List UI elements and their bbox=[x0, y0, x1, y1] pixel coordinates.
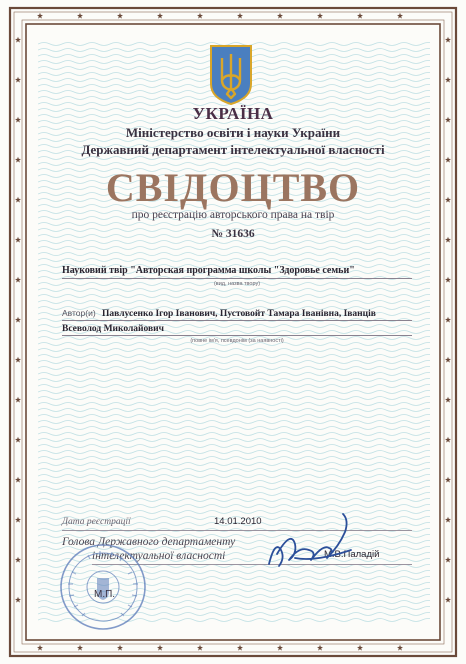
authors-names: Павлусенко Ігор Іванович, Пустовойт Тамара Іванівна, Іванців Всеволод Миколайович bbox=[62, 309, 376, 334]
border-star bbox=[445, 557, 451, 563]
border-star bbox=[15, 77, 21, 83]
official-stamp-icon bbox=[58, 542, 148, 632]
border-star bbox=[357, 13, 363, 19]
country-name: УКРАЇНА bbox=[192, 104, 274, 123]
border-star bbox=[445, 477, 451, 483]
border-star bbox=[277, 13, 283, 19]
border-star bbox=[445, 437, 451, 443]
border-star bbox=[445, 357, 451, 363]
border-star bbox=[445, 77, 451, 83]
border-star bbox=[117, 13, 123, 19]
border-star bbox=[357, 645, 363, 651]
work-title: Науковий твір "Авторская программа школы "Здоровье семьи" bbox=[62, 265, 355, 276]
border-star bbox=[397, 13, 403, 19]
border-star bbox=[445, 397, 451, 403]
signatory-title-line1: Голова Державного департаменту bbox=[62, 536, 236, 548]
department-name: Державний департамент інтелектуальної власності bbox=[81, 142, 385, 157]
border-star bbox=[15, 557, 21, 563]
border-star bbox=[445, 317, 451, 323]
border-star bbox=[15, 277, 21, 283]
border-star bbox=[15, 437, 21, 443]
border-star bbox=[15, 397, 21, 403]
border-star bbox=[197, 13, 203, 19]
border-star bbox=[317, 13, 323, 19]
border-star bbox=[15, 317, 21, 323]
signatory-name: М.В.Паладій bbox=[324, 549, 380, 560]
border-star bbox=[397, 645, 403, 651]
handwritten-signature bbox=[265, 510, 355, 575]
signatory-title-line2: інтелектуальної власності bbox=[92, 550, 226, 562]
document-title: СВІДОЦТВО bbox=[105, 165, 361, 210]
border-star bbox=[15, 477, 21, 483]
border-star bbox=[15, 37, 21, 43]
border-star bbox=[445, 277, 451, 283]
border-star bbox=[445, 517, 451, 523]
date-underline bbox=[62, 530, 412, 531]
authors-label: Автор(и) bbox=[62, 308, 96, 318]
border-star bbox=[77, 13, 83, 19]
work-caption: (вид, назва твору) bbox=[213, 281, 261, 287]
border-star bbox=[157, 645, 163, 651]
border-star bbox=[277, 645, 283, 651]
authors-caption: (повне ім'я, псевдонім (за наявності) bbox=[190, 338, 284, 344]
border-star bbox=[197, 645, 203, 651]
authors-underline bbox=[62, 320, 412, 321]
ministry-name: Міністерство освіти і науки України bbox=[125, 125, 341, 140]
border-star bbox=[237, 645, 243, 651]
ukraine-emblem-icon bbox=[208, 44, 254, 106]
border-star bbox=[15, 597, 21, 603]
border-star bbox=[15, 517, 21, 523]
registration-date-value: 14.01.2010 bbox=[214, 516, 262, 527]
border-star bbox=[77, 645, 83, 651]
registration-date-label: Дата реєстрації bbox=[62, 517, 131, 527]
work-underline bbox=[62, 278, 412, 279]
border-star bbox=[317, 645, 323, 651]
border-star bbox=[237, 13, 243, 19]
document-subtitle: про реєстрацію авторського права на твір bbox=[131, 209, 335, 221]
border-star bbox=[37, 645, 43, 651]
seal-mark: М.П. bbox=[94, 589, 116, 600]
border-star bbox=[445, 37, 451, 43]
authors-underline bbox=[62, 335, 412, 336]
border-star bbox=[37, 13, 43, 19]
certificate-number: № 31636 bbox=[211, 228, 255, 240]
border-star bbox=[15, 357, 21, 363]
border-star bbox=[117, 645, 123, 651]
border-star bbox=[157, 13, 163, 19]
border-star bbox=[445, 597, 451, 603]
authors-field bbox=[62, 306, 412, 337]
